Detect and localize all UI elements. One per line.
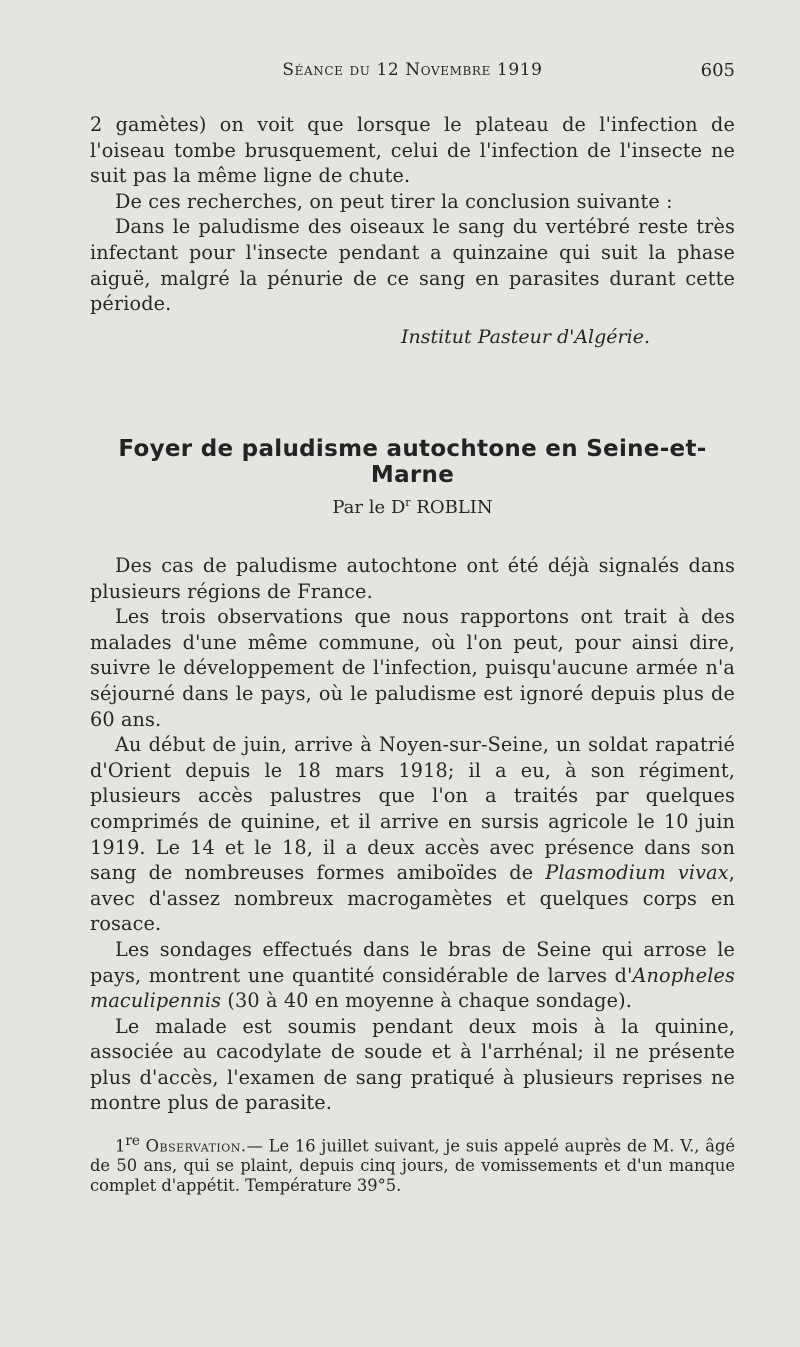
running-head-title: Séance du 12 Novembre 1919 <box>282 60 543 80</box>
article-paragraph <box>90 732 735 937</box>
first-observation <box>90 1131 735 1196</box>
observation-label: Observation. <box>145 1136 247 1156</box>
observation-paragraph <box>90 1131 735 1196</box>
continuation-text <box>90 112 735 317</box>
observation-text: Le 16 juillet suivant, je suis appelé auprès de M. V., âgé de 50 ans, qui se plaint, depuis cinq jours, de vomissements et d'un manque complet d'appétit. Température 39°5. <box>90 1136 736 1196</box>
conclusion-intro-paragraph: De ces recherches, on peut tirer la conclusion suivante : <box>115 189 673 213</box>
article-paragraph <box>90 937 735 1014</box>
article-paragraph: Des cas de paludisme autochtone ont été déjà signalés dans plusieurs régions de France. <box>90 554 735 603</box>
observation-dash: — <box>246 1136 269 1156</box>
article-paragraph: Les trois observations que nous rapportons ont trait à des malades d'une même commune, où l'on peut, pour ainsi dire, suivre le développement de l'infection, puisqu'aucune armée n'a séjourné dans le pays, où le paludisme est ignoré depuis plus de 60 ans. <box>90 605 735 731</box>
byline <box>90 496 735 518</box>
text-run: Au début de juin, arrive à Noyen-sur-Seine, un soldat rapatrié d'Orient depuis le 18 mars 1918; il a eu, à son régiment, plusieurs accès palustres que l'on a traités par quelques comprimés de quinine, et il arrive en sursis agricole le 10 juin 1919. Le 14 et le 18, il a deux accès avec présence dans son sang de nombreuses formes amiboïdes de <box>90 733 735 885</box>
article-title: Foyer de paludisme autochtone en Seine-et-Marne <box>118 436 707 488</box>
page-number: 605 <box>700 60 735 81</box>
species-name: Anopheles maculipennis <box>90 963 735 1013</box>
article-body <box>90 553 735 1116</box>
text-run: Les sondages effectués dans le bras de Seine qui arrose le pays, montrent une quantité considérable de larves d' <box>90 937 735 987</box>
conclusion-paragraph: Dans le paludisme des oiseaux le sang du vertébré reste très infectant pour l'insecte pendant a quinzaine qui suit la phase aiguë, malgré la pénurie de ce sang en parasites durant cette période. <box>90 215 735 316</box>
observation-sup: re <box>125 1133 140 1149</box>
text-run: , avec d'assez nombreux macrogamètes et quelques corps en rosace. <box>90 861 735 936</box>
text-run: (30 à 40 en moyenne à chaque sondage). <box>221 989 632 1013</box>
running-head <box>90 60 735 90</box>
institution-signature: Institut Pasteur d'Algérie. <box>400 326 650 348</box>
continuation-paragraph: 2 gamètes) on voit que lorsque le plateau de l'infection de l'oiseau tombe brusquement, celui de l'infection de l'insecte ne suit pas la même ligne de chute. <box>90 113 735 188</box>
species-name: Plasmodium vivax <box>545 861 729 885</box>
observation-number: 1 <box>115 1136 126 1156</box>
article-paragraph: Le malade est soumis pendant deux mois à la quinine, associée au cacodylate de soude et à l'arrhénal; il ne présente plus d'accès, l'examen de sang pratiqué à plusieurs reprises ne montre plus de parasite. <box>90 1014 735 1115</box>
byline-prefix: Par le D <box>332 497 406 518</box>
byline-sup: r <box>405 496 411 509</box>
author-name: ROBLIN <box>416 497 493 518</box>
